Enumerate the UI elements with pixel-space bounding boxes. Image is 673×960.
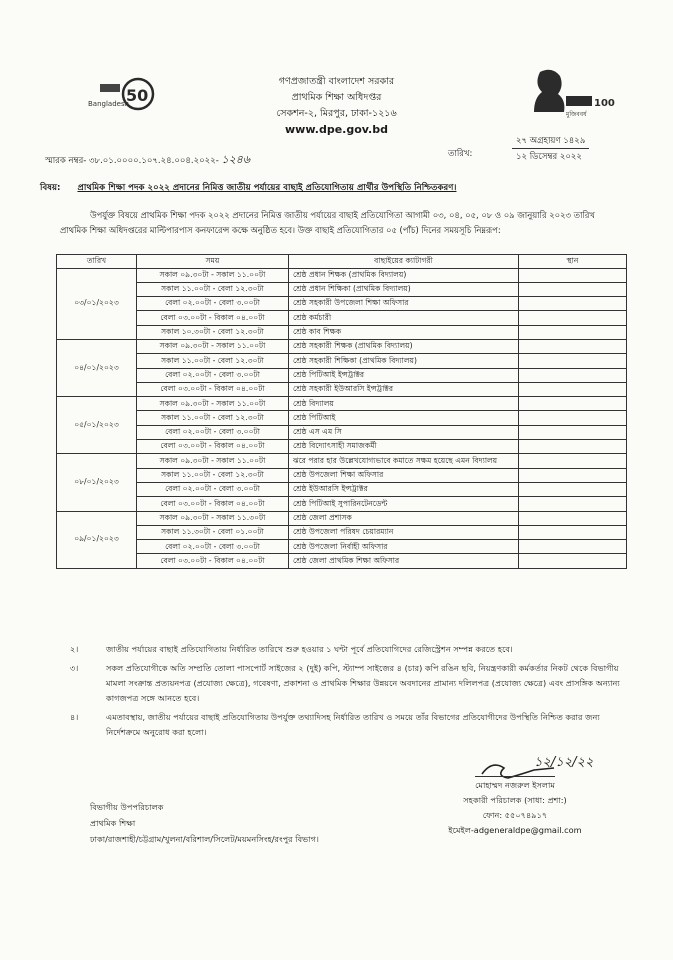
- category-cell: শ্রেষ্ঠ জেলা প্রাথমিক শিক্ষা অফিসার: [289, 554, 519, 568]
- table-row: [57, 397, 627, 411]
- time-cell: বেলা ০৩.০০টা - বিকাল ০৪.০০টা: [137, 497, 289, 511]
- date-label: তারিখ:: [448, 149, 473, 159]
- time-cell: বেলা ০২.০০টা - বেলা ৩.০০টা: [137, 540, 289, 554]
- date-english: ১২ ডিসেম্বর ২০২২: [516, 152, 582, 162]
- note-item: [56, 661, 636, 706]
- table-row: [57, 297, 627, 311]
- svg-text:মুজিববর্ষ: মুজিববর্ষ: [566, 111, 587, 118]
- time-cell: বেলা ০৩.০০টা - বিকাল ০৪.০০টা: [137, 311, 289, 325]
- table-header-row: [57, 255, 627, 269]
- venue-cell: [519, 454, 627, 468]
- table-row: [57, 325, 627, 339]
- note-text: এমতাবস্থায়, জাতীয় পর্যায়ের বাছাই প্রতিযোগিতায় উপর্যুক্ত তথ্যাদিসহ নির্ধারিত তারিখ ও সময়ে তাঁর বিভাগের প্রতিযোগীদের উপস্থিতি নিশ্চিত করার জন্য নির্দেশক্রমে অনুরোধ করা হলো।: [106, 712, 600, 737]
- table-row: [57, 282, 627, 296]
- venue-cell: [519, 311, 627, 325]
- venue-cell: [519, 368, 627, 382]
- time-cell: সকাল ০৯.৩০টা - সকাল ১১.০০টা: [137, 268, 289, 282]
- category-cell: শ্রেষ্ঠ প্রধান শিক্ষিকা (প্রাথমিক বিদ্যালয়): [289, 282, 519, 296]
- date-cell: ০৯/০১/২০২৩: [57, 511, 137, 568]
- venue-cell: [519, 482, 627, 496]
- memo-value: ৩৮.০১.০০০০.১০৭.২৪.০০৪.২০২২-: [89, 156, 219, 166]
- time-cell: বেলা ০২.০০টা - বেলা ৩.০০টা: [137, 482, 289, 496]
- time-cell: সকাল ১১.০০টা - বেলা ১২.৩০টা: [137, 354, 289, 368]
- venue-cell: [519, 411, 627, 425]
- category-cell: শ্রেষ্ঠ সহকারী উপজেলা শিক্ষা অফিসার: [289, 297, 519, 311]
- header-time: সময়: [137, 255, 289, 269]
- venue-cell: [519, 297, 627, 311]
- venue-cell: [519, 339, 627, 353]
- note-text: সকল প্রতিযোগীকে অতি সম্প্রতি তোলা পাসপোর্ট সাইজের ২ (দুই) কপি, স্ট্যাম্প সাইজের ৪ (চার) কপি রঙিন ছবি, নিয়ন্ত্রণকারী কর্মকর্তার নিকট থেকে বিভাগীয় মামলা সংক্রান্ত প্রত্যয়নপত্র (প্রযোজ্য ক্ষেত্রে), গবেষণা, প্রকাশনা ও প্রাথমিক শিক্ষার উন্নয়নে অবদানের প্রামান্য দলিলপত্র (প্রযোজ্য ক্ষেত্রে) এবং প্রাসঙ্গিক অন্যান্য কাগজপত্র সঙ্গে আনতে হবে।: [106, 663, 620, 703]
- venue-cell: [519, 440, 627, 454]
- table-row: [57, 311, 627, 325]
- signatory-email[interactable]: ইমেইল-adgeneraldpe@gmail.com: [448, 825, 582, 835]
- category-cell: শ্রেষ্ঠ সহকারী শিক্ষিকা (প্রাথমিক বিদ্যালয়): [289, 354, 519, 368]
- svg-text:১২/১২/২২: ১২/১২/২২: [534, 755, 594, 770]
- note-text: জাতীয় পর্যায়ের বাছাই প্রতিযোগিতায় নির্ধারিত তারিখে শুরু হওয়ার ১ ঘন্টা পূর্বে প্রতিযোগিদের রেজিস্ট্রেশন সম্পন্ন করতে হবে।: [106, 644, 513, 654]
- category-cell: শ্রেষ্ঠ পিটিআই সুপারিনটেনডেন্ট: [289, 497, 519, 511]
- category-cell: শ্রেষ্ঠ উপজেলা শিক্ষা অফিসার: [289, 468, 519, 482]
- memo-handwritten-suffix: ১২৪৬: [221, 153, 251, 166]
- note-item: [56, 642, 636, 657]
- header-venue: স্থান: [519, 255, 627, 269]
- date-bangla: ২৭ অগ্রহায়ণ ১৪২৯: [512, 134, 589, 149]
- category-cell: শ্রেষ্ঠ সহকারী ইউআরসি ইন্সট্রাক্টর: [289, 382, 519, 396]
- department-name: প্রাথমিক শিক্ষা অধিদপ্তর: [291, 92, 382, 103]
- table-row: [57, 454, 627, 468]
- table-row: [57, 368, 627, 382]
- venue-cell: [519, 268, 627, 282]
- date-cell: ০৫/০১/২০২৩: [57, 397, 137, 454]
- signatory-designation: সহকারী পরিচালক (সাধা: প্রশা:): [463, 795, 567, 805]
- venue-cell: [519, 282, 627, 296]
- category-cell: শ্রেষ্ঠ পিটিআই: [289, 411, 519, 425]
- category-cell: শ্রেষ্ঠ পিটিআই ইন্সট্রাক্টর: [289, 368, 519, 382]
- time-cell: বেলা ০৩.০০টা - বিকাল ০৪.০০টা: [137, 440, 289, 454]
- time-cell: বেলা ০৩.০০টা - বিকাল ০৪.০০টা: [137, 382, 289, 396]
- date-cell: ০৩/০১/২০২৩: [57, 268, 137, 339]
- memo-number: [45, 151, 250, 170]
- time-cell: বেলা ০৩.০০টা - বিকাল ০৪.০০টা: [137, 554, 289, 568]
- category-cell: শ্রেষ্ঠ ইউআরসি ইন্সট্রাক্টর: [289, 482, 519, 496]
- svg-text:100: 100: [594, 98, 615, 109]
- header-date: তারিখ: [57, 255, 137, 269]
- venue-cell: [519, 525, 627, 539]
- recipient-block: [90, 799, 319, 847]
- table-row: [57, 382, 627, 396]
- time-cell: বেলা ০২.০০টা - বেলা ৩.০০টা: [137, 297, 289, 311]
- category-cell: শ্রেষ্ঠ বিদ্যালয়: [289, 397, 519, 411]
- svg-text:50: 50: [126, 86, 149, 105]
- date-cell: ০৮/০১/২০২৩: [57, 454, 137, 511]
- recipient-line: ঢাকা/রাজশাহী/চট্টগ্রাম/খুলনা/বরিশাল/সিলেট/ময়মনসিংহ/রংপুর বিভাগ।: [90, 834, 319, 844]
- table-row: [57, 554, 627, 568]
- table-row: [57, 411, 627, 425]
- category-cell: শ্রেষ্ঠ উপজেলা পরিষদ চেয়ারম্যান: [289, 525, 519, 539]
- category-cell: ঝরে পরার হার উল্লেখযোগ্যভাবে কমাতে সক্ষম হয়েছে এমন বিদ্যালয়: [289, 454, 519, 468]
- header-category: বাছাইয়ের ক্যাটাগরী: [289, 255, 519, 269]
- venue-cell: [519, 325, 627, 339]
- category-cell: শ্রেষ্ঠ কাব শিক্ষক: [289, 325, 519, 339]
- category-cell: শ্রেষ্ঠ এস এম সি: [289, 425, 519, 439]
- category-cell: শ্রেষ্ঠ উপজেলা নির্বাহী অফিসার: [289, 540, 519, 554]
- note-item: [56, 710, 636, 740]
- signature-block: [400, 776, 630, 838]
- table-row: [57, 440, 627, 454]
- note-number: ৪।: [70, 712, 79, 722]
- memo-label: স্মারক নম্বর-: [45, 156, 87, 166]
- category-cell: শ্রেষ্ঠ প্রধান শিক্ষক (প্রাথমিক বিদ্যালয়): [289, 268, 519, 282]
- category-cell: শ্রেষ্ঠ সহকারী শিক্ষক (প্রাথমিক বিদ্যালয়): [289, 339, 519, 353]
- table-row: [57, 339, 627, 353]
- time-cell: সকাল ০৯.৩০টা - সকাল ১১.০০টা: [137, 339, 289, 353]
- time-cell: সকাল ১১.০০টা - বেলা ১২.৩০টা: [137, 411, 289, 425]
- subject-text: প্রাথমিক শিক্ষা পদক ২০২২ প্রদানের নিমিত্ত জাতীয় পর্যায়ের বাছাই প্রতিযোগিতায় প্রার্থীর উপস্থিতি নিশ্চিতকরণ।: [77, 183, 457, 193]
- venue-cell: [519, 497, 627, 511]
- venue-cell: [519, 382, 627, 396]
- venue-cell: [519, 554, 627, 568]
- time-cell: সকাল ১১.০০টা - বেলা ১২.৩০টা: [137, 468, 289, 482]
- venue-cell: [519, 354, 627, 368]
- venue-cell: [519, 397, 627, 411]
- date-cell: ০৪/০১/২০২৩: [57, 339, 137, 396]
- table-row: [57, 468, 627, 482]
- svg-text:Bangladesh: Bangladesh: [88, 100, 130, 108]
- government-name: গণপ্রজাতন্ত্রী বাংলাদেশ সরকার: [278, 76, 395, 87]
- schedule-table: [56, 254, 627, 569]
- table-row: [57, 525, 627, 539]
- table-row: [57, 268, 627, 282]
- note-number: ২।: [70, 644, 79, 654]
- table-row: [57, 425, 627, 439]
- table-row: [57, 497, 627, 511]
- department-address: সেকশন-২, মিরপুর, ঢাকা-১২১৬: [276, 108, 397, 119]
- venue-cell: [519, 468, 627, 482]
- recipient-line: বিভাগীয় উপপরিচালক: [90, 802, 164, 812]
- time-cell: বেলা ০২.০০টা - বেলা ৩.০০টা: [137, 425, 289, 439]
- venue-cell: [519, 425, 627, 439]
- signatory-name: মোহাম্মদ নজরুল ইসলাম: [475, 776, 555, 793]
- category-cell: শ্রেষ্ঠ কর্মচারী: [289, 311, 519, 325]
- time-cell: সকাল ০৯.৩০টা - সকাল ১১.৩০টা: [137, 511, 289, 525]
- time-cell: সকাল ১১.৩০টা - বেলা ০১.০০টা: [137, 525, 289, 539]
- time-cell: সকাল ০৯.৩০টা - সকাল ১১.০০টা: [137, 454, 289, 468]
- venue-cell: [519, 540, 627, 554]
- note-number: ৩।: [70, 663, 79, 673]
- category-cell: শ্রেষ্ঠ বিদ্যোৎসাহী সমাজকর্মী: [289, 440, 519, 454]
- mujib-borsho-logo: [528, 66, 616, 124]
- time-cell: সকাল ০৯.৩০টা - সকাল ১১.০০টা: [137, 397, 289, 411]
- time-cell: বেলা ০২.০০টা - বেলা ৩.০০টা: [137, 368, 289, 382]
- table-row: [57, 511, 627, 525]
- recipient-line: প্রাথমিক শিক্ষা: [90, 818, 136, 828]
- table-row: [57, 482, 627, 496]
- time-cell: সকাল ১০.৩০টা - বেলা ১২.৩০টা: [137, 325, 289, 339]
- table-row: [57, 354, 627, 368]
- signatory-phone: ফোন: ৫৫০৭৪৯১৭: [482, 810, 548, 820]
- subject-label: বিষয়:: [40, 183, 61, 193]
- table-row: [57, 540, 627, 554]
- venue-cell: [519, 511, 627, 525]
- intro-paragraph: উপর্যুক্ত বিষয়ে প্রাথমিক শিক্ষা পদক ২০২২ প্রদানের নিমিত্ত জাতীয় পর্যায়ের বাছাই প্রতিযোগিতা আগামী ০৩, ০৪, ০৫, ০৮ ও ০৯ জানুয়ারি ২০২৩ তারিখ প্রাথমিক শিক্ষা অধিদপ্তরের মাল্টিপারপাস কনফারেন্স কক্ষে অনুষ্ঠিত হবে। উক্ত বাছাই প্রতিযোগিতার ০৫ (পাঁচ) দিনের সময়সূচি নিম্নরূপ:: [60, 210, 595, 235]
- website-link[interactable]: www.dpe.gov.bd: [285, 123, 388, 136]
- category-cell: শ্রেষ্ঠ জেলা প্রশাসক: [289, 511, 519, 525]
- subject-line: [40, 181, 457, 195]
- notes-list: [56, 642, 636, 744]
- time-cell: সকাল ১১.০০টা - বেলা ১২.৩০টা: [137, 282, 289, 296]
